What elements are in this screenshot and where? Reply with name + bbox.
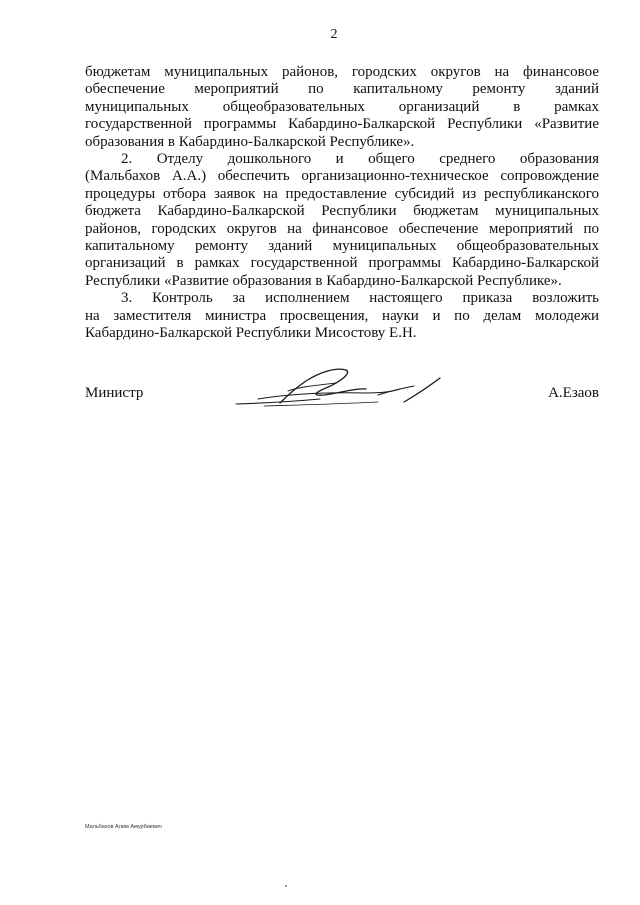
paragraph-line: Кабардино-Балкарской Республики Мисостову Е.Н.: [85, 325, 417, 342]
paragraph-first-line: [85, 290, 599, 307]
paragraph-line: государственной программы Кабардино-Балкарской Республики «Развитие: [85, 116, 599, 133]
signature-block: [85, 385, 599, 425]
paragraph-2: [85, 151, 599, 290]
paragraph-line: бюджета Кабардино-Балкарской Республики бюджетам муниципальных: [85, 203, 599, 220]
paragraph-1: [85, 64, 599, 151]
paragraph-line: образования в Кабардино-Балкарской Республике».: [85, 133, 415, 150]
paragraph-line: бюджетам муниципальных районов, городских округов на финансовое: [85, 64, 599, 80]
paragraph-line: муниципальных общеобразовательных организаций в рамках: [85, 98, 599, 115]
paragraph-3: [85, 290, 599, 342]
paragraph-line: капитальному ремонту зданий муниципальных общеобразовательных: [85, 238, 599, 255]
handwritten-signature: [228, 361, 458, 419]
scan-artifact: [285, 885, 287, 887]
executor-note: Мальбахов Алим Амурбиевич: [85, 824, 162, 830]
signatory-name: А.Езаов: [548, 385, 599, 401]
paragraph-line: Республики «Развитие образования в Кабардино-Балкарской Республике».: [85, 272, 562, 289]
document-body: [85, 64, 599, 343]
paragraph-line: (Мальбахов А.А.) обеспечить организационно-техническое сопровождение: [85, 168, 599, 185]
paragraph-line: процедуры отбора заявок на предоставление субсидий из республиканского: [85, 185, 599, 202]
paragraph-first-line: [85, 151, 599, 168]
paragraph-line: районов, городских округов на финансовое обеспечение мероприятий по: [85, 220, 599, 237]
signatory-title: Министр: [85, 385, 144, 401]
paragraph-line: на заместителя министра просвещения, науки и по делам молодежи: [85, 307, 599, 324]
paragraph-line: организаций в рамках государственной программы Кабардино-Балкарской: [85, 255, 599, 272]
paragraph-line-text: 3. Контроль за исполнением настоящего приказа возложить: [121, 290, 599, 307]
paragraph-line-text: 2. Отделу дошкольного и общего среднего образования: [121, 151, 599, 168]
paragraph-line: обеспечение мероприятий по капитальному ремонту зданий: [85, 81, 599, 98]
page-number: 2: [330, 27, 338, 42]
